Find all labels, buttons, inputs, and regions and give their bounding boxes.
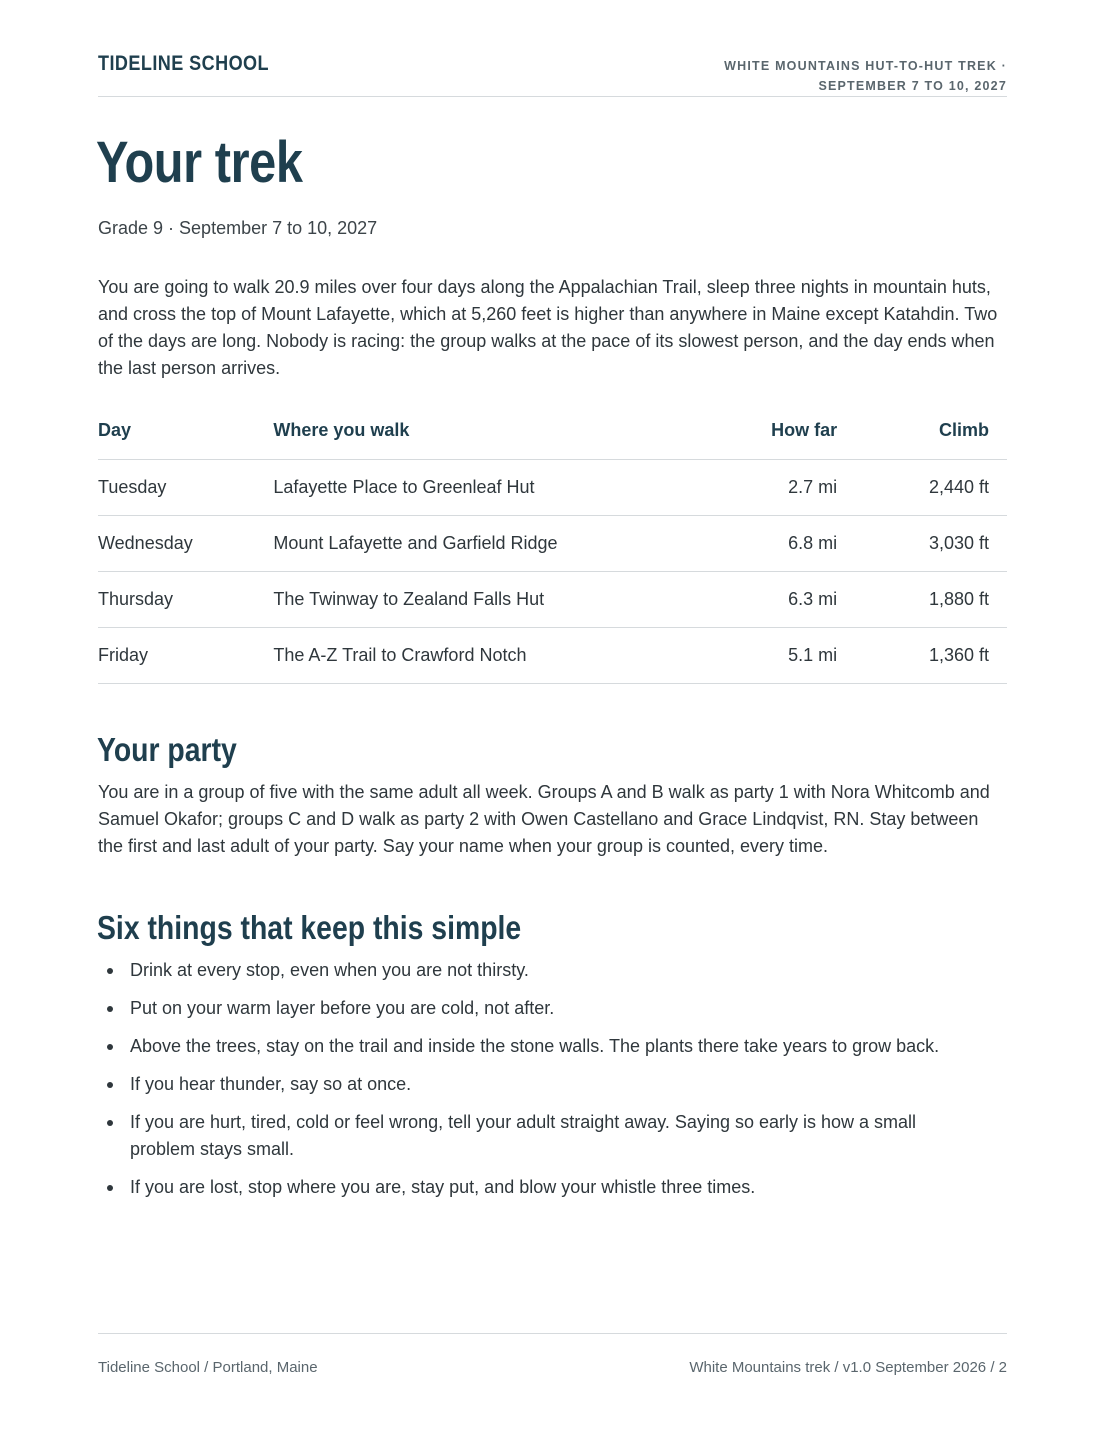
cell-where: The Twinway to Zealand Falls Hut <box>273 572 697 628</box>
itinerary-header-row <box>98 402 1007 460</box>
cell-far: 2.7 mi <box>697 460 837 516</box>
trip-label <box>724 56 1007 96</box>
list-item <box>98 1033 978 1060</box>
list-item <box>98 1174 978 1201</box>
col-header-day: Day <box>98 402 273 460</box>
footer-version: White Mountains trek / v1.0 September 2026 / 2 <box>689 1359 1007 1376</box>
footer-school: Tideline School / Portland, Maine <box>98 1359 318 1376</box>
list-item <box>98 995 978 1022</box>
party-paragraph: You are in a group of five with the same adult all week. Groups A and B walk as party 1 with Nora Whitcomb and Samuel Okafor; groups C and D walk as party 2 with Owen Castellano and Grace Lindqvist, RN. Stay between the first and last adult of your party. Say your name when your group is counted, every time. <box>98 782 990 856</box>
cell-climb: 1,360 ft <box>837 628 1007 684</box>
rule-text: Drink at every stop, even when you are not thirsty. <box>130 960 529 980</box>
bullet-icon <box>107 1185 113 1191</box>
table-row <box>98 460 1007 516</box>
rule-text: Put on your warm layer before you are cold, not after. <box>130 998 555 1018</box>
col-header-where: Where you walk <box>273 402 697 460</box>
bullet-icon <box>107 1044 113 1050</box>
cell-climb: 3,030 ft <box>837 516 1007 572</box>
table-row <box>98 516 1007 572</box>
cell-far: 6.8 mi <box>697 516 837 572</box>
itinerary-table <box>98 402 1007 684</box>
table-row <box>98 628 1007 684</box>
cell-day: Tuesday <box>98 460 273 516</box>
cell-climb: 2,440 ft <box>837 460 1007 516</box>
cell-far: 5.1 mi <box>697 628 837 684</box>
rules-heading: Six things that keep this simple <box>97 909 522 946</box>
rules-list <box>98 957 978 1212</box>
bullet-icon <box>107 968 113 974</box>
party-heading: Your party <box>97 731 237 768</box>
cell-far: 6.3 mi <box>697 572 837 628</box>
list-item <box>98 1109 978 1163</box>
page-title: Your trek <box>96 130 303 195</box>
rule-text: If you are lost, stop where you are, stay put, and blow your whistle three times. <box>130 1177 756 1197</box>
cell-day: Wednesday <box>98 516 273 572</box>
cell-where: Mount Lafayette and Garfield Ridge <box>273 516 697 572</box>
intro-paragraph: You are going to walk 20.9 miles over four days along the Appalachian Trail, sleep three nights in mountain huts, and cross the top of Mount Lafayette, which at 5,260 feet is higher than anywhere in Maine except Katahdin. Two of the days are long. Nobody is racing: the group walks at the pace of its slowest person, and the day ends when the last person arrives. <box>98 277 998 378</box>
bullet-icon <box>107 1082 113 1088</box>
col-header-climb: Climb <box>837 402 1007 460</box>
rule-text: If you hear thunder, say so at once. <box>130 1074 412 1094</box>
rule-text: If you are hurt, tired, cold or feel wrong, tell your adult straight away. Saying so early is how a small problem stays small. <box>130 1112 917 1159</box>
list-item <box>98 1071 978 1098</box>
list-item <box>98 957 978 984</box>
bullet-icon <box>107 1120 113 1126</box>
page-header <box>98 52 1007 97</box>
cell-where: Lafayette Place to Greenleaf Hut <box>273 460 697 516</box>
page-footer <box>98 1333 1007 1376</box>
cell-day: Thursday <box>98 572 273 628</box>
cell-climb: 1,880 ft <box>837 572 1007 628</box>
trip-label-line2: SEPTEMBER 7 TO 10, 2027 <box>818 79 1007 93</box>
school-name: TIDELINE SCHOOL <box>98 52 270 75</box>
rule-text: Above the trees, stay on the trail and inside the stone walls. The plants there take years to grow back. <box>130 1036 940 1056</box>
cell-where: The A-Z Trail to Crawford Notch <box>273 628 697 684</box>
trip-label-line1: WHITE MOUNTAINS HUT-TO-HUT TREK · <box>724 59 1007 73</box>
cell-day: Friday <box>98 628 273 684</box>
table-row <box>98 572 1007 628</box>
page-subtitle: Grade 9 · September 7 to 10, 2027 <box>98 218 378 238</box>
bullet-icon <box>107 1006 113 1012</box>
col-header-far: How far <box>697 402 837 460</box>
